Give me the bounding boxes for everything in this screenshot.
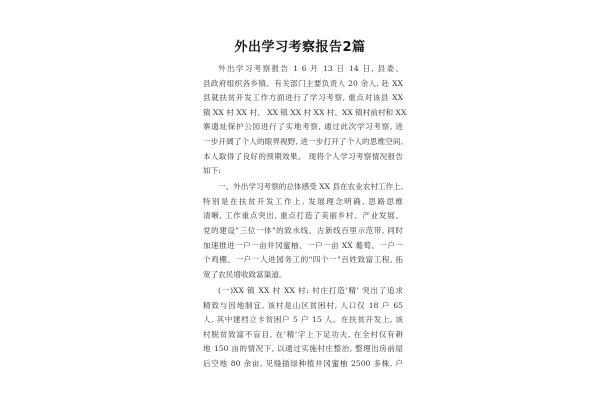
body-line: 镇 XX 村 XX 村、 XX 镇 XX 村 XX 村、XX 镇村前村和 XX — [203, 107, 407, 117]
body-line: 特别是在扶贫开发工作上, 发展理念明确, 思路思维 — [203, 196, 403, 206]
document-title: 外出学习考察报告2篇 — [234, 40, 366, 55]
body-line: 党的建设"三位一体"的致水线、古新线百里示范带, 同时 — [203, 226, 403, 236]
body-line: 个鸡棚、一户一人进园务工的"四个一"百姓致富工程, 拓 — [203, 255, 403, 265]
body-line: 清晰, 工作重点突出, 重点打造了美丽乡村、产业发展、 — [203, 211, 403, 221]
body-line: 本人取得了良好的预期效果。 现将个人学习考察情况报告 — [203, 151, 403, 161]
body-line: 村脱贫致富不盲目, 在'精'字上下足功夫, 在全村仅有耕 — [203, 329, 403, 339]
body-line: 加速推进一户一亩井冈蜜柚、一户一亩 XX 葡萄、一户一 — [203, 240, 403, 250]
body-line: 后空地 80 余亩, 见缝插绿种植井冈蜜柚 2500 多株, 户 — [203, 358, 403, 368]
body-line: 地 150 亩的情况下, 以通过实施村庄整治, 整理出房前屋 — [203, 344, 403, 354]
body-line: 宽了农民增收致富渠道。 — [203, 269, 287, 279]
body-line: 寨遗址保护公园进行了实地考察, 通过此次学习考察, 进 — [203, 122, 403, 132]
body-line: 如下: — [203, 166, 221, 176]
document-body — [203, 62, 407, 371]
body-line: 县就扶贫开发工作方面进行了学习考察, 重点对该县 XX — [203, 93, 403, 103]
body-line: 外出学习考察报告 1 6 月 13 日 14 日, 县委、 — [218, 64, 403, 73]
body-line: 一、外出学习考察的总体感受 XX 县在农业农村工作上, — [218, 182, 404, 192]
body-line: 精致与因地制宜, 该村是山区贫困村, 人口仅 18 户 65 — [203, 300, 403, 310]
body-line: 县政府组织各乡镇、有关部门主要负责人 20 余人, 赴 XX — [203, 78, 403, 88]
body-line: 一步开阔了个人的眼界视野, 进一步打开了个人的思维空间, — [203, 136, 403, 146]
body-line: (一)XX 镇 XX 村 XX 村: 村庄打造'精' 突出了追求 — [218, 285, 403, 295]
body-line: 人, 其中建档立卡贫困户 5 户 15 人。在扶贫开发上, 该 — [203, 315, 403, 325]
